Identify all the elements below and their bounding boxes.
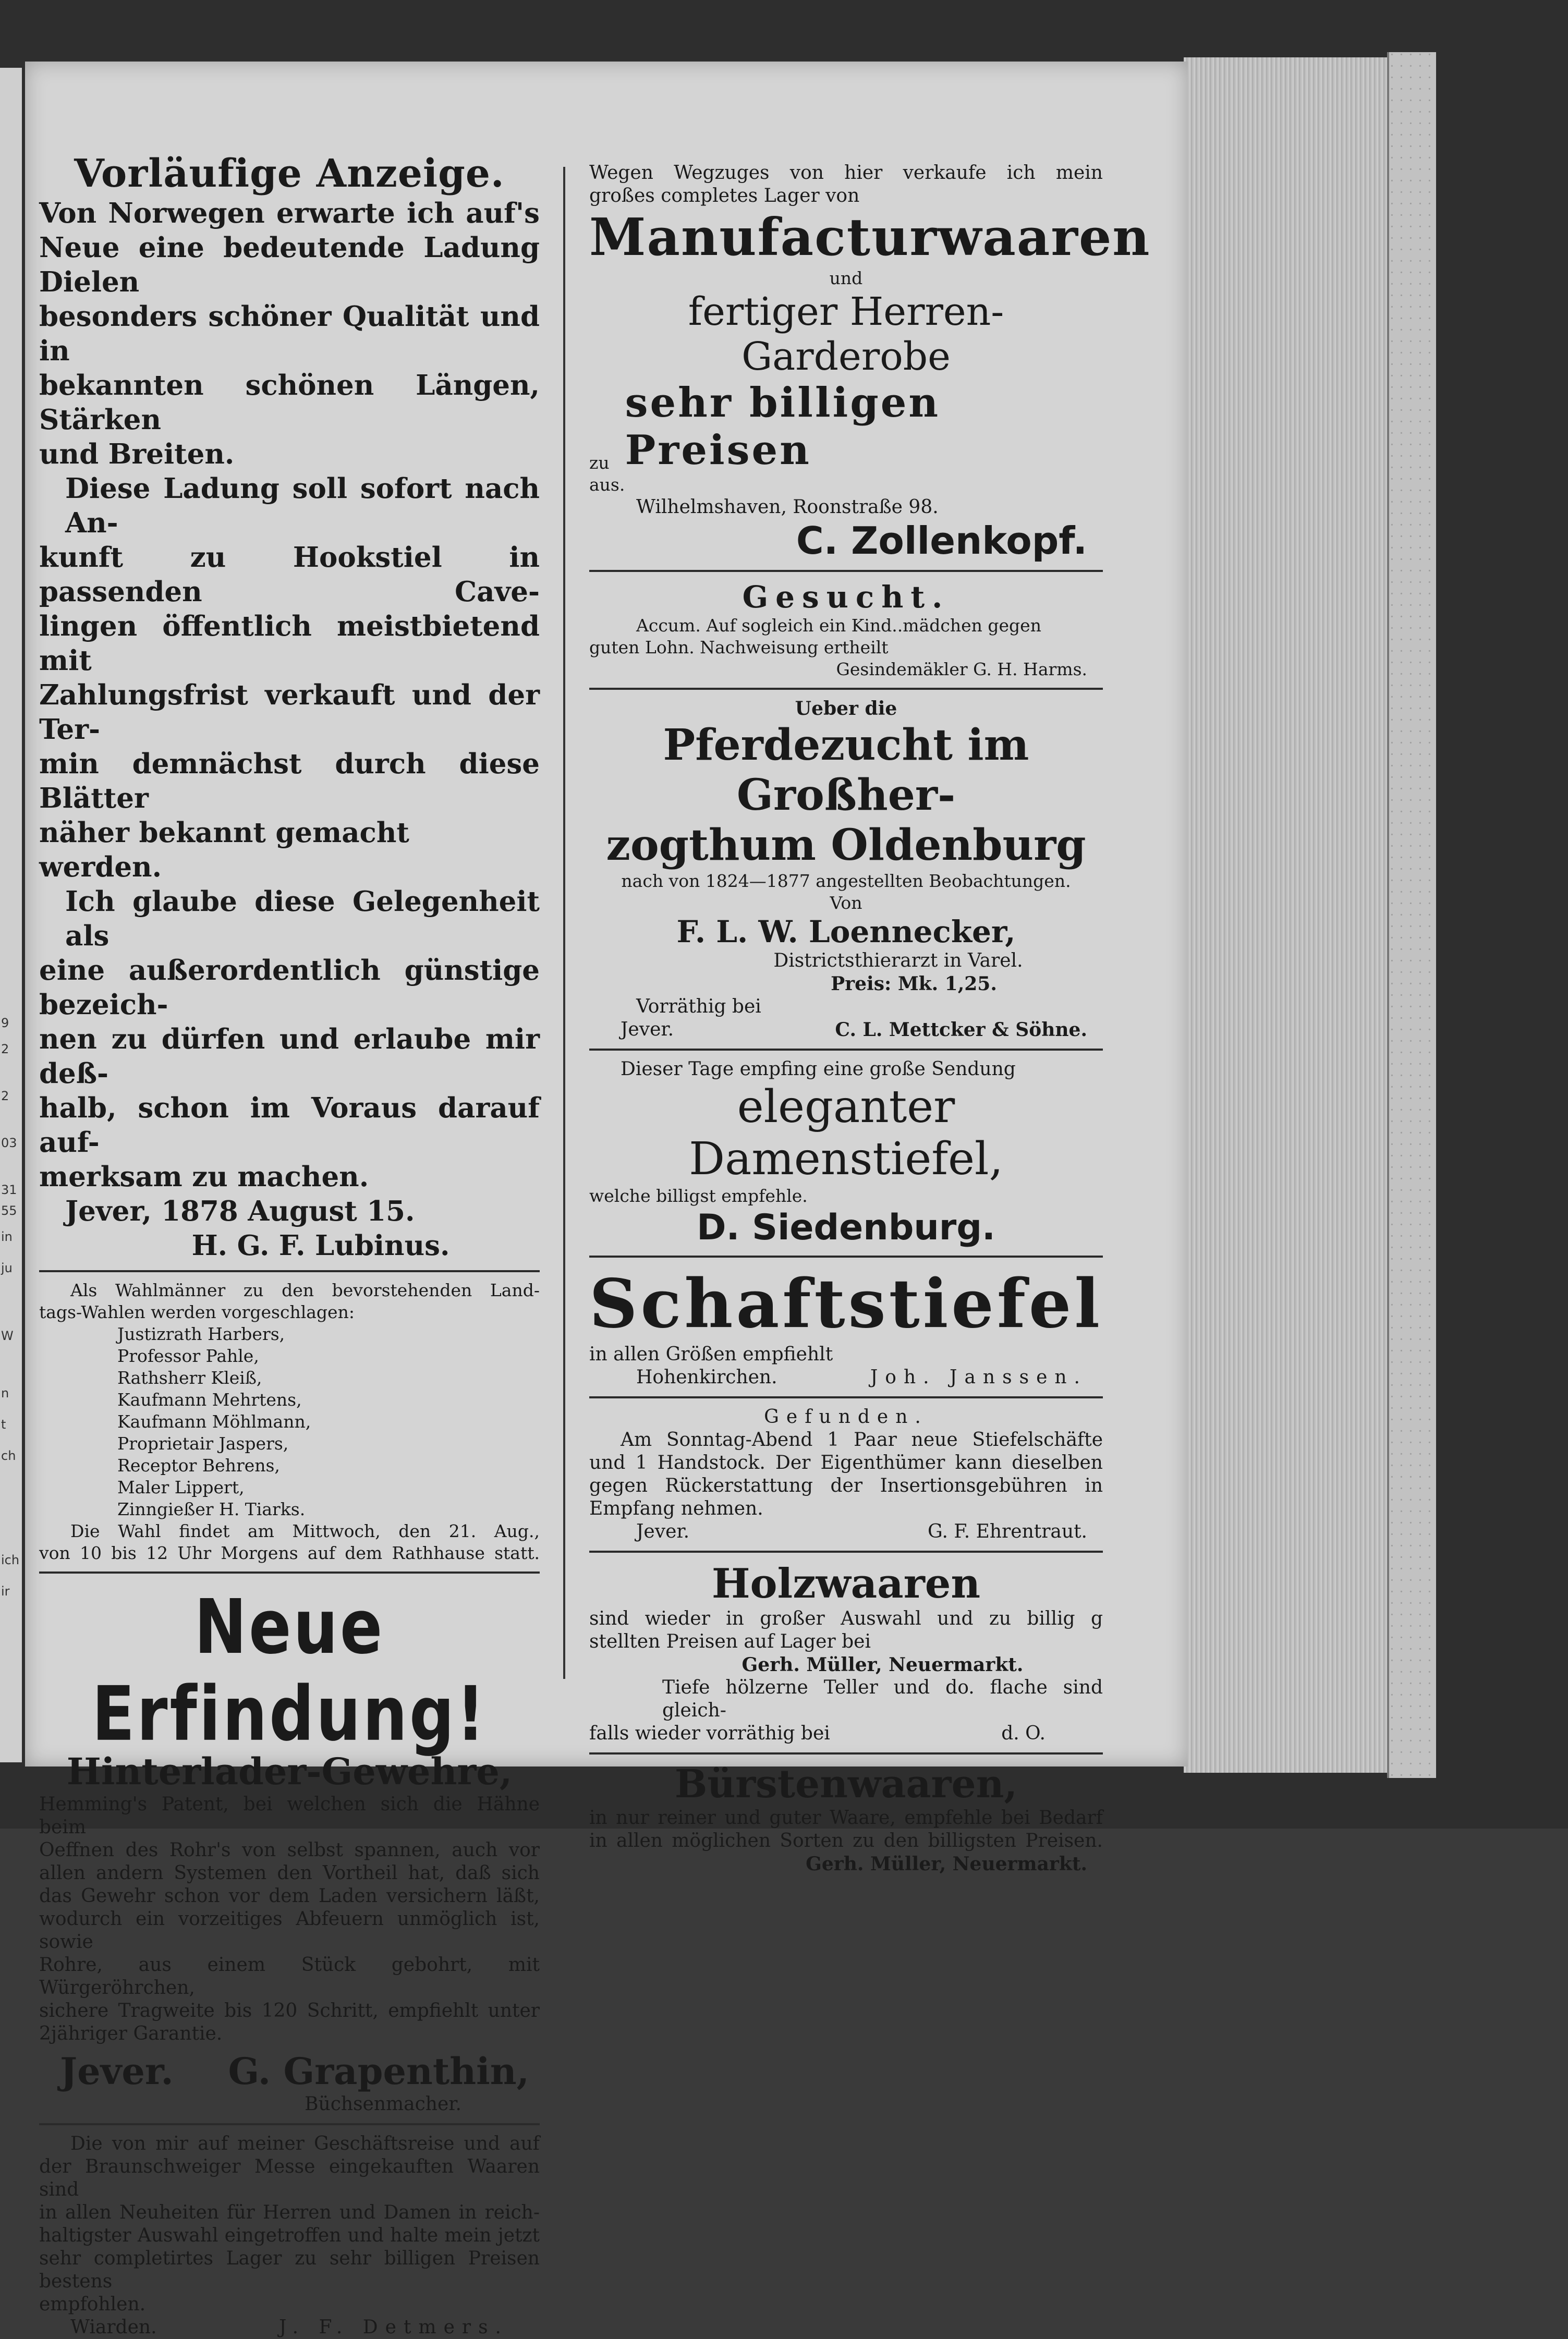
left-column — [39, 151, 540, 2339]
ad-siedenburg — [589, 1058, 1103, 1248]
detmers-line: der Braunschweiger Messe eingekauften Waaren sind — [39, 2156, 540, 2200]
ad-line: kunft zu Hookstiel in passenden Cave- — [39, 541, 540, 608]
zoll-address: Wilhelmshaven, Roonstraße 98. — [636, 496, 939, 518]
margin-mark: 31 — [1, 1183, 17, 1197]
margin-mark: 55 — [1, 1203, 17, 1218]
gesucht-line: Accum. Auf sogleich ein Kind..mädchen gegen — [636, 615, 1041, 636]
pferd-ueber: Ueber die — [795, 698, 897, 720]
wahl-name: Receptor Behrens, — [117, 1455, 280, 1476]
gefunden-line: und 1 Handstock. Der Eigenthümer kann dieselben — [589, 1452, 1103, 1473]
gesucht-line: guten Lohn. Nachweisung ertheilt — [589, 637, 889, 657]
gefunden-line: Am Sonntag-Abend 1 Paar neue Stiefelschäfte — [621, 1429, 1103, 1451]
separator — [589, 1551, 1103, 1553]
buerst-seller: Gerh. Müller, Neuermarkt. — [806, 1853, 1087, 1875]
ad-line: Von Norwegen erwarte ich auf's — [39, 197, 540, 229]
margin-mark: in — [1, 1229, 13, 1244]
gefunden-line: gegen Rückerstattung der Insertionsgebühren in — [589, 1475, 1103, 1496]
pferd-title: zogthum Oldenburg — [606, 820, 1086, 870]
ad-line: Diese Ladung soll sofort nach An- — [65, 472, 540, 539]
margin-mark: 2 — [1, 1042, 9, 1056]
margin-mark: 03 — [1, 1136, 17, 1150]
holz-do: d. O. — [1001, 1723, 1046, 1744]
margin-mark: ju — [1, 1261, 13, 1275]
erfindung-line: Hemming's Patent, bei welchen sich die Hähne beim — [39, 1794, 540, 1838]
right-column — [589, 162, 1151, 1875]
wahl-name: Kaufmann Möhlmann, — [117, 1411, 311, 1432]
ad-line: und Breiten. — [39, 438, 235, 470]
detmers-line: empfohlen. — [39, 2294, 146, 2315]
ad-line: näher bekannt gemacht werden. — [39, 817, 409, 883]
holz-title: Holzwaaren — [711, 1560, 981, 1607]
holz-seller: Gerh. Müller, Neuermarkt. — [742, 1654, 1024, 1676]
pferd-von: Von — [830, 893, 862, 913]
sieden-name: D. Siedenburg. — [697, 1207, 995, 1248]
wahl-name: Proprietair Jaspers, — [117, 1433, 289, 1454]
ad-pferdezucht — [589, 697, 1103, 1041]
ad-line: besonders schöner Qualität und in — [39, 300, 540, 367]
margin-mark: 2 — [1, 1089, 9, 1103]
ad-wahlmaenner — [39, 1280, 540, 1564]
ad-schaftstiefel — [589, 1265, 1103, 1389]
buerst-line: in allen möglichen Sorten zu den billigsten Preisen. — [589, 1830, 1103, 1851]
wahl-name: Zinngießer H. Tiarks. — [117, 1499, 306, 1519]
ad-signature: H. G. F. Lubinus. — [191, 1229, 450, 1262]
detmers-line: sehr completirtes Lager zu sehr billigen Preisen bestens — [39, 2248, 540, 2292]
wahl-intro: Als Wahlmänner zu den bevorstehenden Land- — [70, 1280, 540, 1300]
zoll-preise: sehr billigen Preisen — [625, 379, 941, 474]
book-page-block — [1184, 57, 1392, 1773]
detmers-line: in allen Neuheiten für Herren und Damen in reich- — [39, 2202, 540, 2223]
gesucht-title: Gesucht. — [742, 579, 950, 615]
ad-neue-erfindung — [39, 1584, 540, 2116]
pferd-title: Pferdezucht im Großher- — [663, 720, 1029, 820]
wahl-footer: Die Wahl findet am Mittwoch, den 21. Aug., — [70, 1521, 540, 1541]
margin-mark: n — [1, 1386, 9, 1400]
ad-line: lingen öffentlich meistbietend mit — [39, 610, 540, 677]
wahl-name: Rathsherr Kleiß, — [117, 1368, 262, 1388]
pferd-price: Preis: Mk. 1,25. — [831, 973, 997, 995]
erfindung-line: wodurch ein vorzeitiges Abfeuern unmöglich ist, sowie — [39, 1908, 540, 1953]
wahl-name: Justizrath Harbers, — [117, 1324, 285, 1344]
separator — [589, 1752, 1103, 1755]
ad-gesucht — [589, 579, 1103, 680]
margin-mark: ich — [1, 1553, 20, 1567]
ad-gefunden — [589, 1406, 1103, 1543]
pferd-seller: C. L. Mettcker & Söhne. — [835, 1019, 1087, 1041]
gefunden-title: Gefunden. — [764, 1406, 928, 1428]
schaft-name: Joh. Janssen. — [870, 1367, 1087, 1388]
erfindung-name: G. Grapenthin, — [228, 2050, 529, 2093]
separator — [589, 1396, 1103, 1398]
wahl-footer: von 10 bis 12 Uhr Morgens auf dem Rathhause statt. — [39, 1543, 540, 1563]
separator — [589, 1256, 1103, 1258]
holz-line: Tiefe hölzerne Teller und do. flache sind gleich- — [662, 1677, 1103, 1721]
schaft-title: Schaftstiefel — [589, 1265, 1103, 1343]
detmers-line: Die von mir auf meiner Geschäftsreise und auf — [70, 2133, 540, 2154]
margin-mark: W — [1, 1329, 14, 1343]
holz-line: sind wieder in großer Auswahl und zu billig g — [589, 1608, 1103, 1629]
ad-detmers — [39, 2133, 540, 2339]
erfindung-line: 2jähriger Garantie. — [39, 2023, 223, 2044]
separator — [39, 1571, 540, 1574]
zoll-intro: großes completes Lager von — [589, 185, 860, 206]
sieden-title: eleganter Damenstiefel, — [689, 1081, 1003, 1185]
wahl-intro: tags-Wahlen werden vorgeschlagen: — [39, 1302, 355, 1322]
zoll-name: C. Zollenkopf. — [796, 519, 1087, 563]
erfindung-line: Rohre, aus einem Stück gebohrt, mit Würgeröhrchen, — [39, 1954, 540, 1999]
gefunden-name: G. F. Ehrentraut. — [927, 1521, 1087, 1542]
separator — [39, 2123, 540, 2125]
buerst-line: in nur reiner und guter Waare, empfehle bei Bedarf — [589, 1807, 1103, 1829]
sieden-sub: welche billigst empfehle. — [589, 1186, 808, 1206]
gesucht-sign: Gesindemäkler G. H. Harms. — [836, 659, 1087, 679]
zoll-title: Manufacturwaaren — [589, 208, 1151, 267]
holz-line: falls wieder vorräthig bei — [589, 1723, 830, 1744]
schaft-line: in allen Größen empfiehlt — [589, 1344, 833, 1365]
pferd-stock: Vorräthig bei — [636, 996, 761, 1017]
zoll-aus: aus. — [589, 474, 625, 495]
separator — [589, 570, 1103, 572]
ad-holzwaaren — [589, 1560, 1103, 1745]
ad-line: merksam zu machen. — [39, 1161, 369, 1193]
ad-line: nen zu dürfen und erlaube mir deß- — [39, 1023, 540, 1090]
ad-zollenkopf — [589, 162, 1151, 563]
ad-line: eine außerordentlich günstige bezeich- — [39, 954, 540, 1021]
zoll-sub: fertiger Herren-Garderobe — [688, 289, 1004, 379]
holz-line: stellten Preisen auf Lager bei — [589, 1631, 871, 1652]
gefunden-line: Empfang nehmen. — [589, 1498, 763, 1519]
schaft-place: Hohenkirchen. — [636, 1367, 777, 1388]
separator — [589, 688, 1103, 690]
erfindung-place: Jever. — [60, 2050, 174, 2093]
detmers-line: haltigster Auswahl eingetroffen und halte mein jetzt — [39, 2225, 540, 2246]
ad-line: Zahlungsfrist verkauft und der Ter- — [39, 679, 540, 746]
erfindung-line: allen andern Systemen den Vortheil hat, daß sich — [39, 1862, 540, 1884]
ad-buerstenwaaren — [589, 1762, 1103, 1875]
pferd-place: Jever. — [621, 1019, 674, 1040]
wahl-name: Maler Lippert, — [117, 1477, 245, 1497]
ad-title: Vorläufige Anzeige. — [74, 151, 505, 196]
margin-mark: ch — [1, 1448, 16, 1463]
erfindung-line: Oeffnen des Rohr's von selbst spannen, auch vor — [39, 1839, 540, 1861]
column-divider — [563, 167, 565, 1679]
erfindung-line: das Gewehr schon vor dem Laden versichern läßt, — [39, 1885, 540, 1907]
ad-line: Neue eine bedeutende Ladung Dielen — [39, 232, 540, 298]
detmers-place: Wiarden. — [70, 2317, 157, 2338]
wahl-name: Professor Pahle, — [117, 1346, 259, 1366]
margin-mark: ir — [1, 1584, 10, 1599]
previous-page-edge — [0, 68, 22, 1762]
ad-line: halb, schon im Voraus darauf auf- — [39, 1092, 540, 1159]
margin-mark: t — [1, 1417, 6, 1432]
pferd-role: Districtsthierarzt in Varel. — [773, 950, 1023, 971]
detmers-name: J. F. Detmers. — [279, 2317, 508, 2338]
pferd-nach: nach von 1824—1877 angestellten Beobachtungen. — [621, 871, 1071, 891]
zoll-intro: Wegen Wegzuges von hier verkaufe ich mein — [589, 162, 1103, 184]
sieden-intro: Dieser Tage empfing eine große Sendung — [621, 1058, 1016, 1080]
pferd-author: F. L. W. Loennecker, — [676, 914, 1016, 949]
margin-mark: 9 — [1, 1016, 9, 1030]
erfindung-line: sichere Tragweite bis 120 Schritt, empfiehlt unter — [39, 2000, 540, 2021]
zoll-zu: zu — [589, 453, 610, 473]
separator — [589, 1049, 1103, 1051]
ad-date: Jever, 1878 August 15. — [65, 1195, 415, 1227]
wahl-name: Kaufmann Mehrtens, — [117, 1390, 302, 1410]
erfindung-trade: Büchsenmacher. — [305, 2093, 461, 2115]
erfindung-subtitle: Hinterlader-Gewehre, — [66, 1750, 513, 1793]
ad-vorlaeufige-anzeige — [39, 151, 540, 1263]
ad-line: Ich glaube diese Gelegenheit als — [65, 885, 540, 952]
separator — [39, 1270, 540, 1272]
zoll-und: und — [829, 268, 863, 288]
gefunden-place: Jever. — [636, 1521, 690, 1542]
erfindung-title: Neue Erfindung! — [92, 1584, 487, 1758]
ad-line: min demnächst durch diese Blätter — [39, 748, 540, 814]
book-cover — [1387, 52, 1436, 1778]
ad-line: bekannten schönen Längen, Stärken — [39, 369, 540, 436]
buerst-title: Bürstenwaaren, — [674, 1762, 1018, 1807]
